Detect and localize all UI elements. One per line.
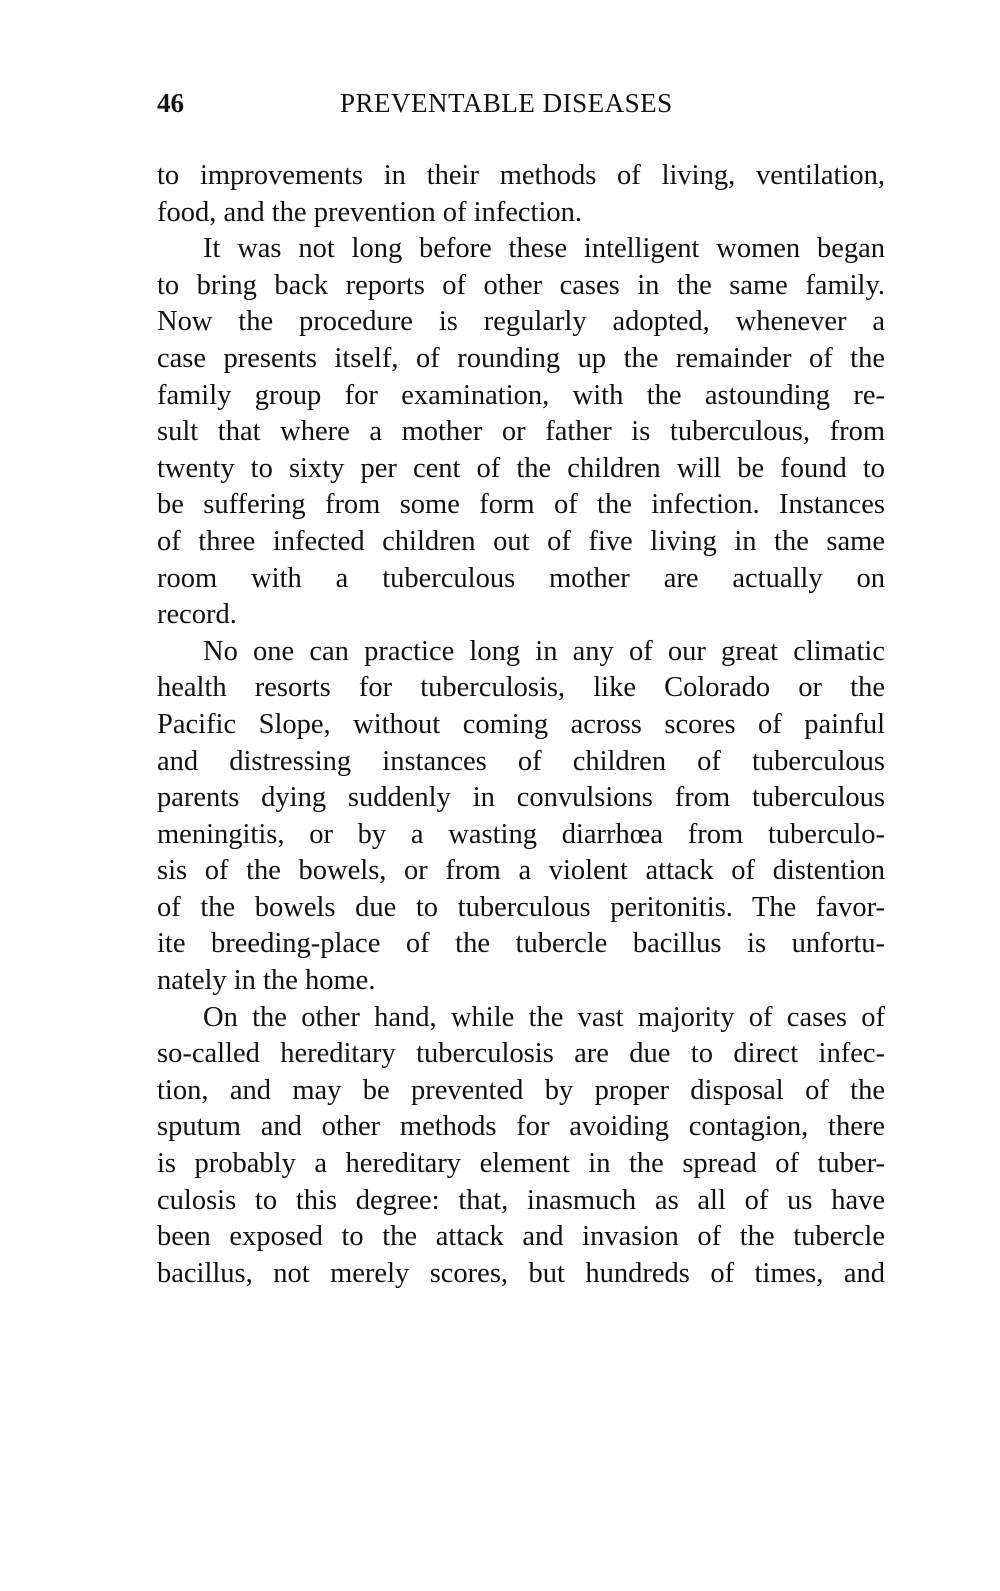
paragraph (157, 634, 885, 1000)
text-line: On the other hand, while the vast majority of cases of (203, 1001, 885, 1033)
text-line: sult that where a mother or father is tuberculous, from (157, 416, 885, 448)
text-line: It was not long before these intelligent women began (203, 233, 885, 265)
text-line: twenty to sixty per cent of the children will be found to (157, 452, 885, 484)
text-line: health resorts for tuberculosis, like Colorado or the (157, 672, 885, 704)
text-line: culosis to this degree: that, inasmuch as all of us have (157, 1184, 885, 1216)
page-body (157, 158, 885, 1292)
text-line: parents dying suddenly in convulsions from tuberculous (157, 782, 885, 814)
text-line: so-called hereditary tuberculosis are due to direct infec- (157, 1038, 885, 1070)
text-line: to improvements in their methods of living, ventilation, (157, 160, 885, 191)
text-line: tion, and may be prevented by proper disposal of the (157, 1074, 885, 1106)
text-line: of three infected children out of five living in the same (157, 525, 885, 557)
text-line: bacillus, not merely scores, but hundreds of times, and (157, 1257, 885, 1289)
text-line: of the bowels due to tuberculous peritonitis. The favor- (157, 891, 885, 923)
text-line: be suffering from some form of the infection. Instances (157, 489, 885, 521)
text-line: been exposed to the attack and invasion of the tubercle (157, 1221, 885, 1253)
text-line: record. (157, 599, 237, 631)
text-line: Pacific Slope, without coming across scores of painful (157, 708, 885, 740)
page-number: 46 (157, 88, 184, 118)
running-header (157, 88, 885, 128)
text-line: nately in the home. (157, 965, 376, 997)
paragraph (157, 1000, 885, 1293)
text-line: is probably a hereditary element in the spread of tuber- (157, 1148, 885, 1180)
text-line: meningitis, or by a wasting diarrhœa from tuberculo- (157, 818, 885, 850)
running-title: PREVENTABLE DISEASES (340, 88, 673, 118)
text-line: case presents itself, of rounding up the remainder of the (157, 342, 885, 374)
text-line: Now the procedure is regularly adopted, whenever a (157, 306, 885, 338)
paragraph (157, 158, 885, 231)
text-line: sis of the bowels, or from a violent attack of distention (157, 855, 885, 887)
text-line: sputum and other methods for avoiding contagion, there (157, 1111, 885, 1143)
text-line: to bring back reports of other cases in the same family. (157, 269, 885, 301)
text-line: food, and the prevention of infection. (157, 196, 582, 228)
text-line: ite breeding-place of the tubercle bacillus is unfortu- (157, 928, 885, 960)
text-line: No one can practice long in any of our great climatic (203, 635, 885, 667)
text-line: room with a tuberculous mother are actually on (157, 562, 885, 594)
text-line: family group for examination, with the astounding re- (157, 379, 885, 411)
paragraph (157, 231, 885, 634)
text-line: and distressing instances of children of tuberculous (157, 745, 885, 777)
